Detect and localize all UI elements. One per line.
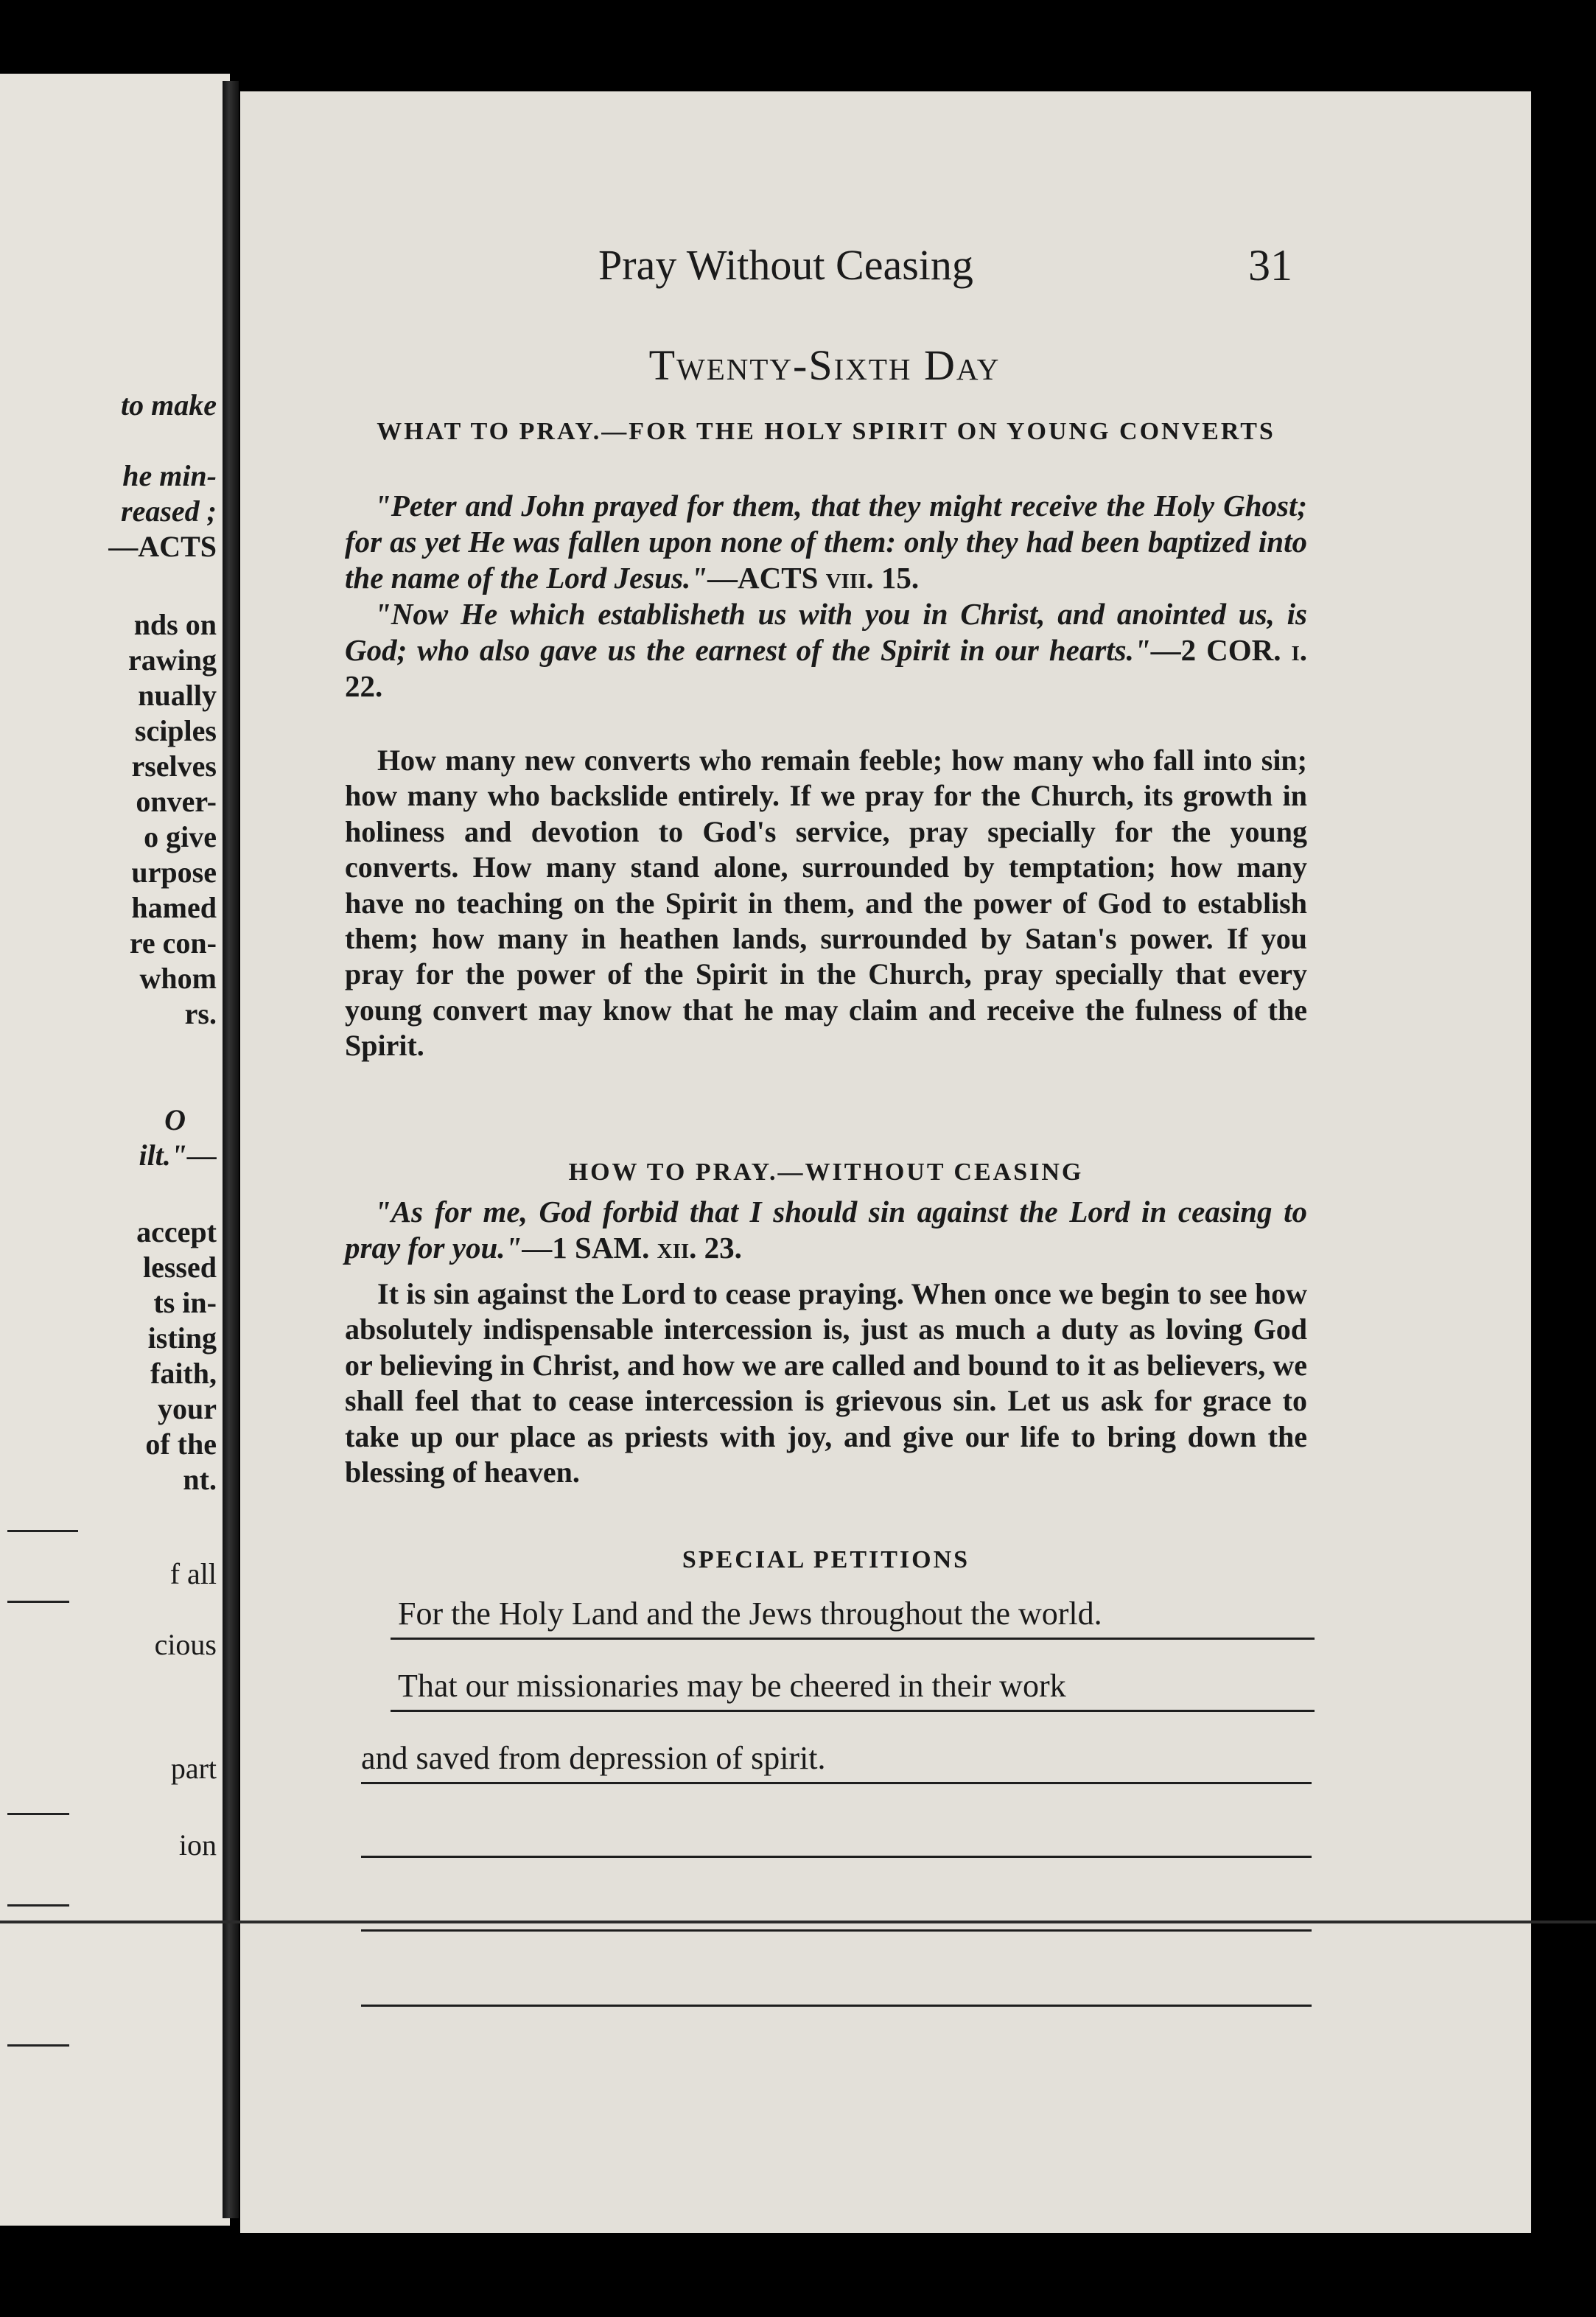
- left-page-text-fragment: whom: [139, 962, 217, 995]
- left-page-text-fragment: he min-: [122, 459, 217, 492]
- left-page-text-fragment: rawing: [128, 643, 217, 677]
- day-title: Twenty-Sixth Day: [648, 341, 1001, 389]
- scripture-quote-corinthians: [345, 596, 1307, 705]
- petition-line-3: and saved from depression of spirit.: [361, 1740, 826, 1776]
- left-page-text-fragment: hamed: [131, 891, 217, 924]
- left-page-text-fragment: lessed: [143, 1251, 217, 1284]
- left-page-text-fragment: rs.: [184, 997, 217, 1030]
- left-page-text-fragment: onver-: [136, 785, 217, 818]
- left-page-text-fragment: nds on: [133, 608, 217, 641]
- left-page-text-fragment: f all: [169, 1557, 217, 1590]
- young-converts-paragraph: [345, 743, 1307, 1064]
- writing-rule: [361, 1782, 1312, 1784]
- body-paragraph: It is sin against the Lord to cease praying. When once we begin to see how absolutely indispensable intercession is, just as much a duty as loving God or believing in Christ, and how we are called and bound to it as believers, we shall feel that to cease intercession is grievous sin. Let us ask for grace to take up our place as priests with joy, and give our life to bring down the blessing of heaven.: [345, 1277, 1307, 1489]
- scan-fold-line: [0, 1921, 1596, 1923]
- quote-text: "As for me, God forbid that I should sin against the Lord in ceasing to pray for you.": [345, 1195, 1307, 1265]
- left-page-text-fragment: nually: [138, 679, 217, 712]
- writing-rule: [361, 1856, 1312, 1858]
- left-page-fragment: [0, 74, 230, 2226]
- how-to-pray-heading: HOW TO PRAY.—WITHOUT CEASING: [568, 1158, 1084, 1186]
- quote-text: "Now He which establisheth us with you in Christ, and anointed us, is God; who also gave us the earnest of the Spirit in our hearts.": [345, 597, 1307, 667]
- left-page-text-fragment: reased ;: [121, 494, 217, 528]
- left-page-rule: [7, 2044, 69, 2047]
- special-petitions-heading: SPECIAL PETITIONS: [682, 1546, 970, 1573]
- writing-rule: [361, 1929, 1312, 1932]
- left-page-text-fragment: o give: [144, 820, 217, 853]
- left-page-text-fragment: O: [164, 1103, 186, 1136]
- quote-reference: —1 SAM. xii. 23.: [522, 1231, 742, 1265]
- scripture-quote-samuel: [345, 1194, 1307, 1266]
- running-title: Pray Without Ceasing: [598, 241, 973, 289]
- left-page-rule: [7, 1813, 69, 1815]
- left-page-text-fragment: cious: [154, 1628, 217, 1661]
- quote-text: "Peter and John prayed for them, that they might receive the Holy Ghost; for as yet He was fallen upon none of them: only they had been baptized into the name of the Lord Jesus.": [345, 489, 1307, 595]
- left-page-text-fragment: ion: [178, 1828, 217, 1862]
- left-page-text-fragment: faith,: [150, 1357, 217, 1390]
- quote-reference: —ACTS viii. 15.: [707, 561, 920, 595]
- petition-line-2: That our missionaries may be cheered in their work: [398, 1668, 1066, 1704]
- scripture-quote-acts: [345, 488, 1307, 596]
- writing-rule: [391, 1638, 1315, 1640]
- book-gutter: [223, 81, 239, 2218]
- left-page-text-fragment: urpose: [131, 856, 217, 889]
- what-to-pray-heading: WHAT TO PRAY.—FOR THE HOLY SPIRIT ON YOUNG CONVERTS: [377, 418, 1275, 445]
- left-page-text-fragment: your: [158, 1392, 217, 1425]
- left-page-rule: [7, 1904, 69, 1907]
- left-page-text-fragment: re con-: [129, 926, 217, 960]
- left-page-rule: [7, 1601, 69, 1603]
- what-to-pray-quotes: [345, 488, 1307, 705]
- left-page-text-fragment: part: [170, 1752, 217, 1785]
- quote-reference: —2 COR. i. 22.: [345, 633, 1307, 703]
- left-page-text-fragment: ilt."—: [139, 1139, 217, 1172]
- left-page-text-fragment: of the: [145, 1427, 217, 1461]
- left-page-text-fragment: sciples: [134, 714, 217, 747]
- left-page-text-fragment: isting: [147, 1321, 217, 1355]
- left-page-text-fragment: to make: [121, 388, 217, 422]
- writing-rule: [391, 1710, 1315, 1712]
- writing-rule: [361, 2005, 1312, 2007]
- page-number: 31: [1248, 241, 1292, 290]
- petition-line-1: For the Holy Land and the Jews throughout the world.: [398, 1596, 1102, 1632]
- how-to-pray-quote: [345, 1194, 1307, 1266]
- left-page-text-fragment: accept: [136, 1215, 217, 1248]
- left-page-text-fragment: nt.: [183, 1463, 217, 1496]
- body-paragraph: How many new converts who remain feeble; how many who fall into sin; how many who backslide entirely. If we pray for the Church, its growth in holiness and devotion to God's service, pray specially for the young converts. How many stand alone, surrounded by temptation; how many have no teaching on the Spirit in them, and the power of God to establish them; how many in heathen lands, surrounded by Satan's power. If you pray for the power of the Spirit in the Church, pray specially that every young convert may know that he may claim and receive the fulness of the Spirit.: [345, 744, 1307, 1063]
- intercession-paragraph: [345, 1276, 1307, 1490]
- left-page-text-fragment: —ACTS: [108, 530, 217, 563]
- left-page-text-fragment: rselves: [131, 749, 217, 783]
- left-page-rule: [7, 1530, 78, 1532]
- left-page-text-fragment: ts in-: [153, 1286, 217, 1319]
